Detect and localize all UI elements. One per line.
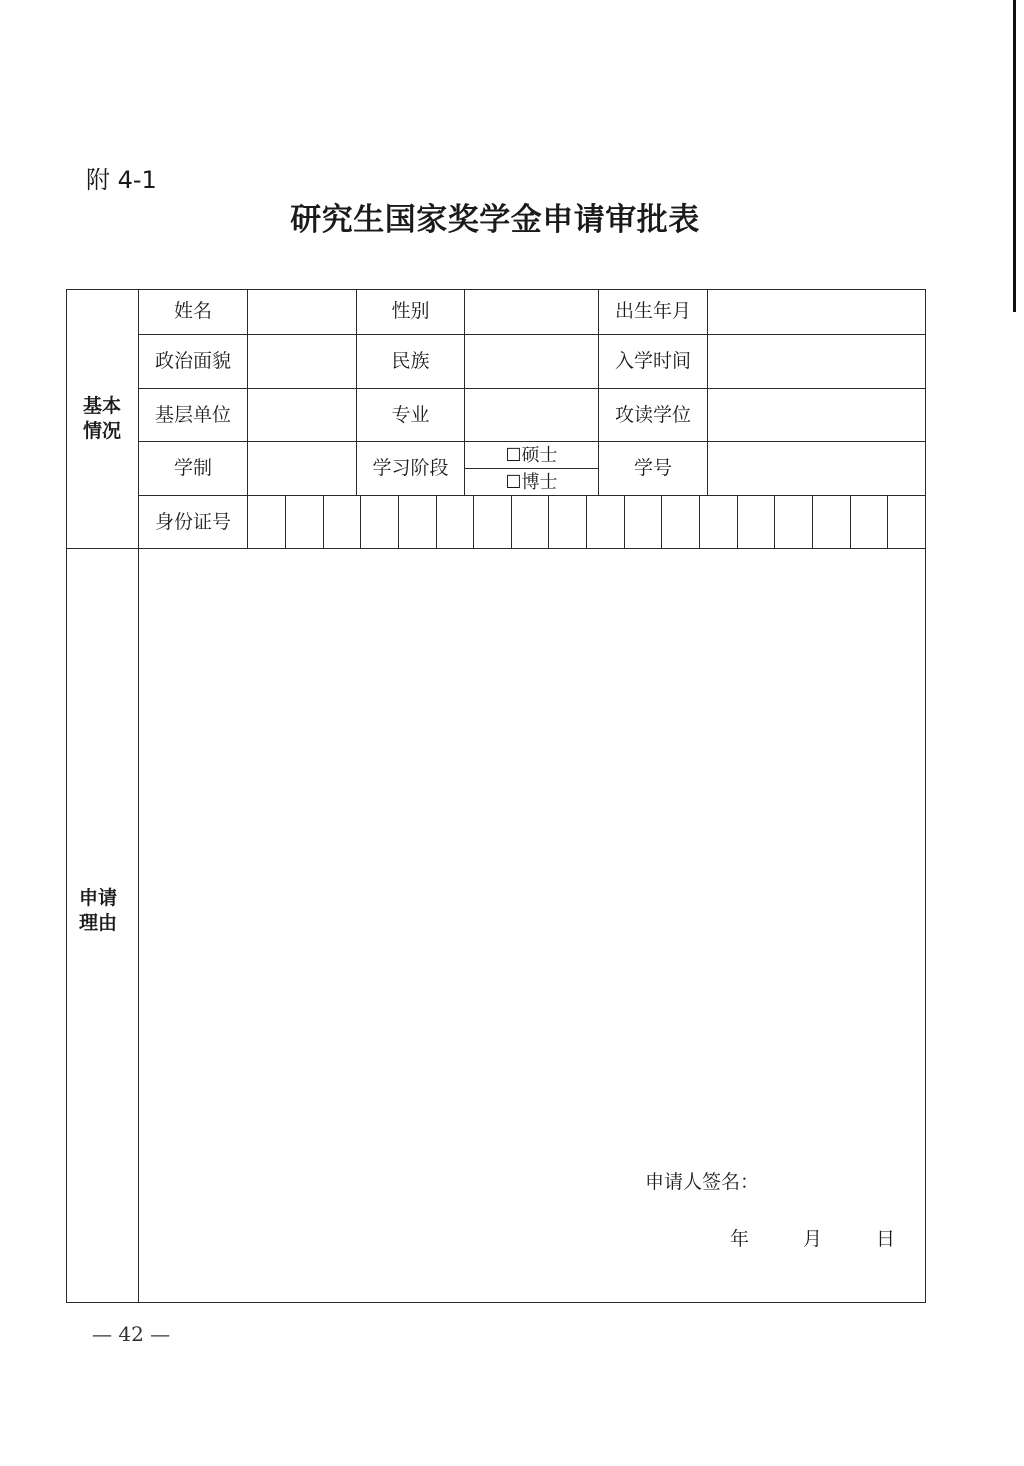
degree-field[interactable]	[708, 389, 925, 441]
form-title: 研究生国家奖学金申请审批表	[290, 202, 700, 238]
date-year-label: 年	[730, 1228, 750, 1250]
ethnicity-field[interactable]	[465, 335, 598, 388]
checkbox-doctor[interactable]: ☐博士	[505, 472, 558, 493]
date-month-label: 月	[803, 1228, 823, 1250]
unit-field[interactable]	[248, 389, 356, 441]
label-study-stage: 学习阶段	[372, 457, 449, 479]
checkbox-master[interactable]: ☐硕士	[505, 445, 558, 466]
political-status-field[interactable]	[248, 335, 356, 388]
applicant-signature-field[interactable]	[765, 1166, 915, 1198]
label-name: 姓名	[173, 300, 212, 322]
table-bottom-border	[66, 1302, 926, 1303]
label-ethnicity: 民族	[391, 350, 430, 372]
label-id-number: 身份证号	[154, 511, 231, 533]
label-birth-date: 出生年月	[614, 300, 691, 322]
label-gender: 性别	[391, 300, 430, 322]
name-field[interactable]	[248, 290, 356, 334]
major-field[interactable]	[465, 389, 598, 441]
study-system-field[interactable]	[248, 442, 356, 495]
stage-option-separator	[464, 468, 598, 469]
label-study-system: 学制	[173, 457, 212, 479]
basic-info-section-label: 基本情况	[82, 395, 121, 442]
label-unit: 基层单位	[154, 404, 231, 426]
label-major: 专业	[391, 404, 430, 426]
reason-section-label: 申请理由	[78, 887, 117, 934]
page-number: — 42 —	[92, 1322, 171, 1346]
birth-date-field[interactable]	[708, 290, 925, 334]
student-id-field[interactable]	[708, 442, 925, 495]
id-number-field[interactable]	[248, 496, 925, 548]
label-student-id: 学号	[633, 457, 672, 479]
label-enrollment-date: 入学时间	[614, 350, 691, 372]
gender-field[interactable]	[465, 290, 598, 334]
scan-edge-line	[1013, 0, 1016, 312]
annex-label: 附 4-1	[86, 166, 157, 194]
applicant-signature-label: 申请人签名：	[645, 1171, 760, 1193]
date-day-label: 日	[876, 1228, 896, 1250]
label-political-status: 政治面貌	[154, 350, 231, 372]
enrollment-date-field[interactable]	[708, 335, 925, 388]
reason-text-area[interactable]	[139, 549, 925, 1149]
label-degree: 攻读学位	[614, 404, 691, 426]
